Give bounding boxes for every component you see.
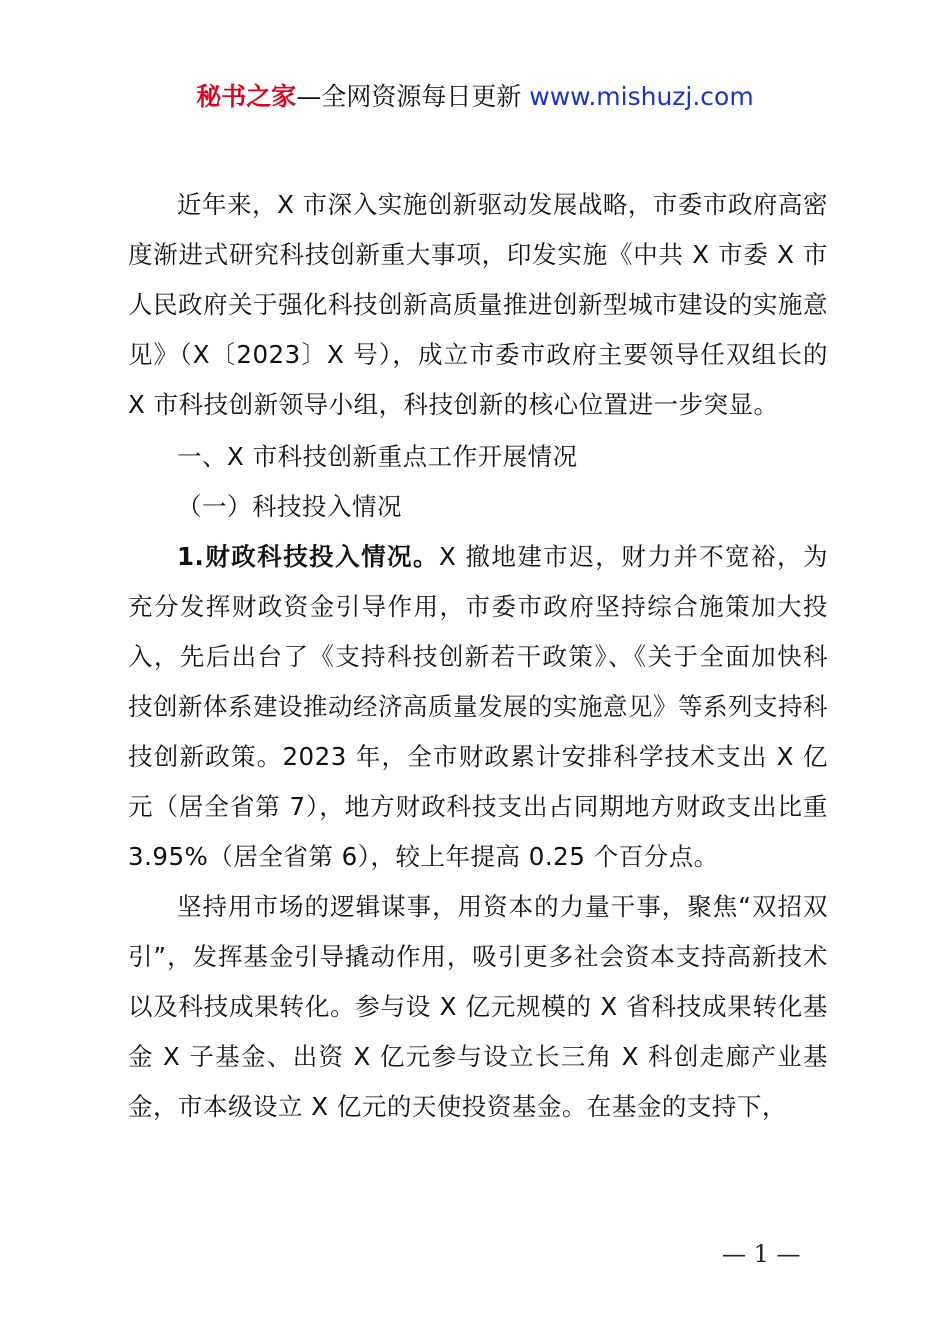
site-url-link[interactable]: www.mishuzj.com <box>529 82 754 111</box>
fiscal-investment-paragraph <box>128 532 828 882</box>
paragraph-lead-heading: 1.财政科技投入情况。 <box>177 542 439 571</box>
subsection-heading: （一）科技投入情况 <box>177 492 402 521</box>
page-number: — 1 — <box>722 1240 801 1268</box>
brand-name: 秘书之家 <box>196 82 297 111</box>
header-tagline: —全网资源每日更新 <box>296 82 522 111</box>
fiscal-investment-text: X 撤地建市迟，财力并不宽裕，为充分发挥财政资金引导作用，市委市政府坚持综合施策加大投入，先后出台了《支持科技创新若干政策》、《关于全面加快科技创新体系建设推动经济高质量发展的实施意见》等系列支持科技创新政策。2023 年，全市财政累计安排科学技术支出 X 亿元（居全省第 7），地方财政科技支出占同期地方财政支出比重 3.95%（居全省第 6），较上年提高 0.25 个百分点。 <box>128 542 828 871</box>
site-header <box>0 80 950 114</box>
document-body <box>128 180 828 1132</box>
fund-guidance-paragraph: 坚持用市场的逻辑谋事，用资本的力量干事，聚焦“双招双引”，发挥基金引导撬动作用，吸引更多社会资本支持高新技术以及科技成果转化。参与设 X 亿元规模的 X 省科技成果转化基金 X 子基金、出资 X 亿元参与设立长三角 X 科创走廊产业基金，市本级设立 X 亿元的天使投资基金。在基金的支持下， <box>128 892 828 1121</box>
intro-paragraph: 近年来，X 市深入实施创新驱动发展战略，市委市政府高密度渐进式研究科技创新重大事项，印发实施《中共 X 市委 X 市人民政府关于强化科技创新高质量推进创新型城市建设的实施意见》（X〔2023〕X 号），成立市委市政府主要领导任双组长的 X 市科技创新领导小组，科技创新的核心位置进一步突显。 <box>128 190 828 419</box>
section-heading: 一、X 市科技创新重点工作开展情况 <box>177 442 578 471</box>
